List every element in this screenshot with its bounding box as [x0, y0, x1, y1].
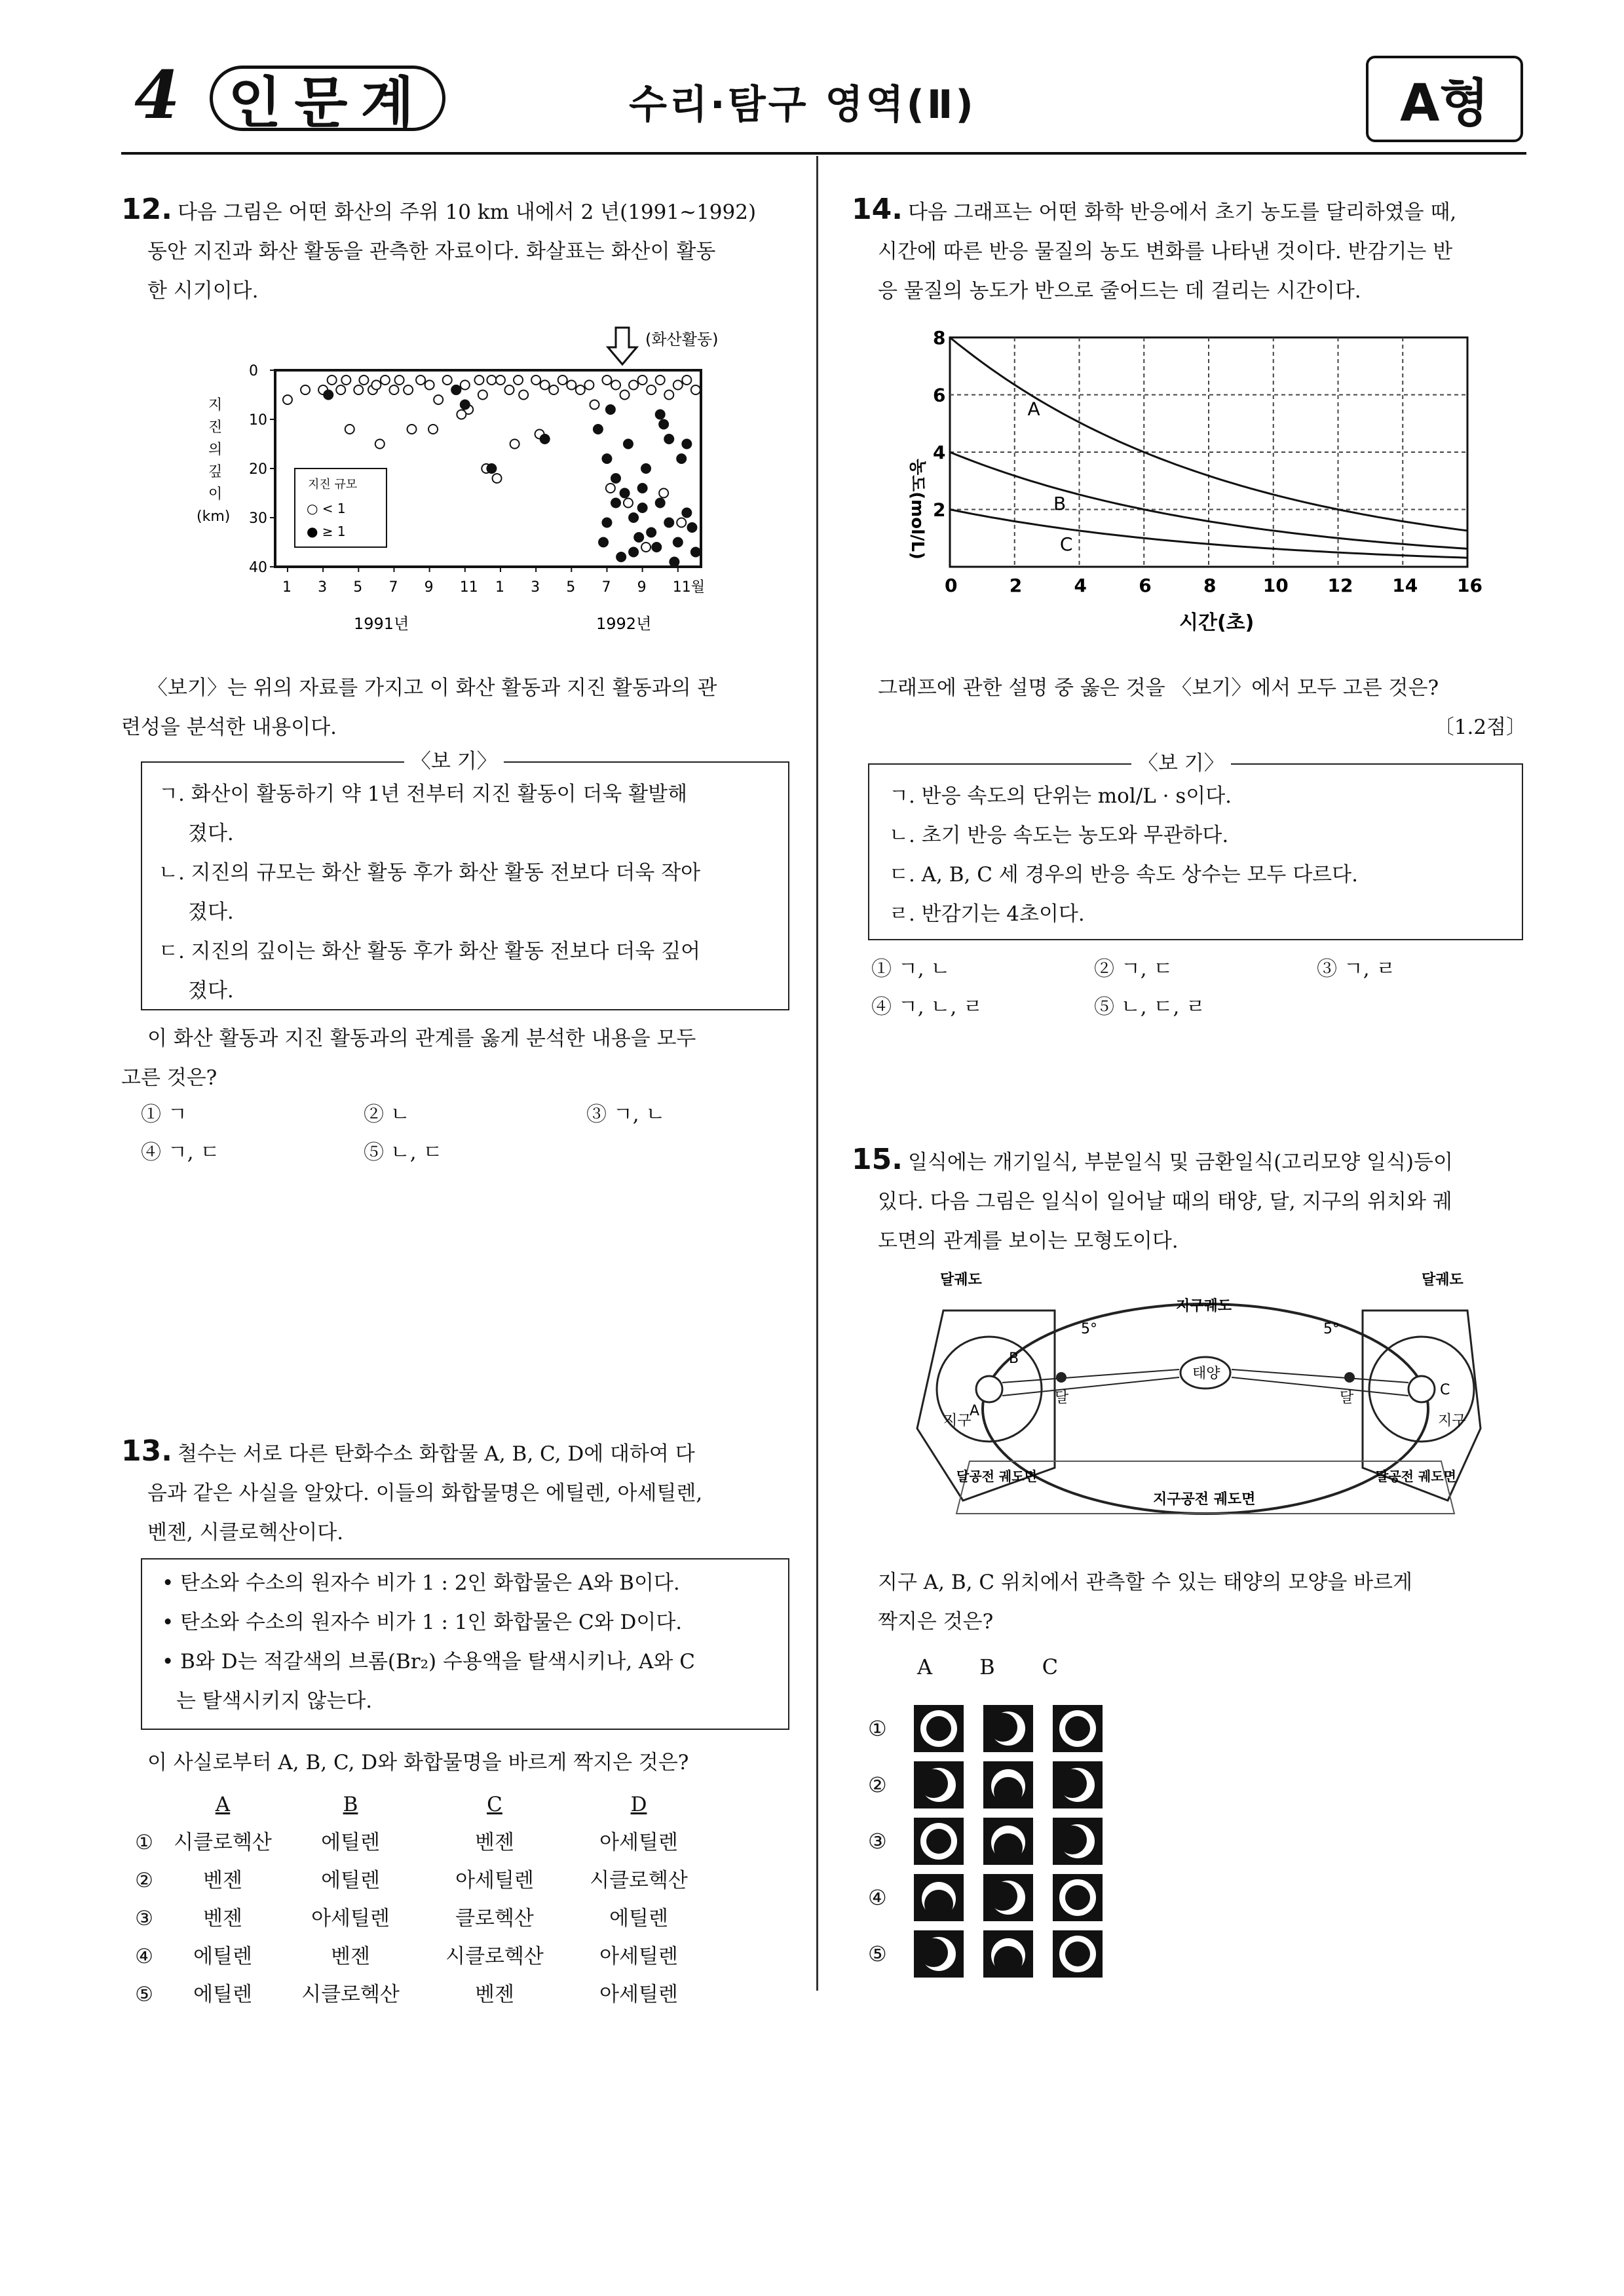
q14-ylabel: 농도(mol/L) [907, 459, 927, 560]
column-divider [816, 156, 818, 1991]
q13-table-header [121, 1786, 711, 1824]
earth-left-label: 지구 [943, 1413, 972, 1429]
q15-question-line: 짝지은 것은? [878, 1610, 994, 1634]
q13-fact-line: • B와 D는 적갈색의 브롬(Br₂) 수용액을 탈색시키나, A와 C [162, 1650, 695, 1674]
point-a-label: A [970, 1403, 980, 1419]
q12-point-small [283, 395, 292, 404]
q12-question-line: 이 화산 활동과 지진 활동과의 관계를 옳게 분석한 내용을 모두 [147, 1027, 696, 1050]
q12-point-large [540, 434, 550, 444]
q12-point-large [629, 548, 638, 557]
q12-point-small [624, 499, 633, 508]
q12-point-small [602, 375, 611, 385]
q15-option-3[interactable] [868, 1813, 1103, 1869]
q12-point-large [659, 420, 668, 429]
q14-bogi-title: 〈보 기〉 [1131, 750, 1231, 776]
q14-intro-line: 다음 그래프는 어떤 화학 반응에서 초기 농도를 달리하였을 때, [907, 201, 1457, 224]
q14-options [871, 950, 1526, 1026]
q13-fact-line: 는 탈색시키지 않는다. [176, 1689, 373, 1713]
q12-ylabel-char: 진 [208, 419, 223, 436]
moon-right-icon [1344, 1372, 1355, 1383]
q14-option-3[interactable]: ③ ㄱ, ㄹ [1317, 957, 1396, 981]
q14-intro [852, 190, 1526, 311]
q12-point-small [359, 375, 368, 385]
q12-ytick-label: 40 [249, 560, 267, 576]
q12-point-small [457, 410, 466, 419]
q12-bogi-title: 〈보 기〉 [404, 748, 504, 775]
header-divider [121, 152, 1526, 155]
q13-fact-line: • 탄소와 수소의 원자수 비가 1 : 2인 화합물은 A와 B이다. [162, 1571, 680, 1595]
option-number: ① [135, 1831, 153, 1854]
q12-point-small [691, 385, 700, 394]
option-number: ④ [135, 1945, 153, 1968]
q12-point-small [584, 381, 594, 390]
option-number: ④ [868, 1885, 887, 1910]
option-number: ⑤ [868, 1942, 887, 1966]
option-number: ⑤ [135, 1983, 153, 2006]
q14-number: 14. [852, 193, 903, 226]
q12-point-large [634, 533, 643, 542]
q12-xtick-label: 1 [282, 579, 292, 596]
q14-xlabel: 시간(초) [1179, 611, 1255, 634]
sun-ring-icon [1053, 1705, 1103, 1752]
q12-point-small [659, 489, 668, 498]
q12-point-small [611, 381, 620, 390]
table-cell: 아세틸렌 [599, 1831, 678, 1854]
q15-intro [852, 1140, 1526, 1261]
q12-point-large [629, 513, 638, 522]
q12-year-1992: 1992년 [596, 615, 652, 633]
q13-intro [121, 1432, 796, 1552]
q12-intro [121, 190, 796, 311]
q13-intro-line: 음과 같은 사실을 알았다. 이들의 화합물명은 에틸렌, 아세틸렌, [147, 1482, 703, 1505]
table-cell: 아세틸렌 [455, 1869, 534, 1892]
q12-point-small [478, 391, 487, 400]
q12-option-2[interactable]: ② ㄴ [364, 1103, 410, 1126]
earth-orbit-label: 지구궤도 [1176, 1298, 1232, 1314]
q15-option-5[interactable] [868, 1926, 1103, 1982]
q15-col-b: B [979, 1655, 995, 1679]
q12-point-small [381, 375, 390, 385]
q12-point-small [647, 385, 656, 394]
point-c-label: C [1440, 1382, 1450, 1398]
q12-legend-small: ○ < 1 [307, 501, 346, 516]
q12-ytick-label: 20 [249, 461, 267, 478]
table-cell: 에틸렌 [193, 1945, 252, 1968]
page-title: 수리·탐구 영역(Ⅱ) [629, 82, 976, 128]
q15-question-line: 지구 A, B, C 위치에서 관측할 수 있는 태양의 모양을 바르게 [878, 1571, 1412, 1594]
q12-ylabel-char: 이 [208, 486, 223, 503]
q12-xtick-label: 7 [601, 579, 611, 596]
q14-option-2[interactable]: ② ㄱ, ㄷ [1094, 957, 1173, 981]
sun-crescent-icon [914, 1874, 964, 1921]
q14-bogi-line: ㄱ. 반응 속도의 단위는 mol/L · s이다. [889, 784, 1232, 808]
table-cell: 에틸렌 [321, 1831, 380, 1854]
page-number: 4 [134, 56, 180, 134]
q12-earthquake-chart [197, 321, 786, 642]
q14-ytick-label: 6 [933, 384, 946, 406]
q12-point-large [687, 523, 696, 532]
q15-number: 15. [852, 1143, 903, 1176]
q12-point-small [345, 425, 354, 434]
q15-intro-line: 있다. 다음 그림은 일식이 일어날 때의 태양, 달, 지구의 위치와 궤 [878, 1190, 1452, 1214]
q12-point-large [487, 464, 496, 473]
q14-xtick-label: 10 [1262, 575, 1289, 596]
q12-point-small [606, 484, 615, 493]
table-cell: 에틸렌 [321, 1869, 380, 1892]
sun-crescent-icon [983, 1761, 1033, 1808]
point-b-label: B [1009, 1350, 1019, 1367]
q12-analysis [121, 668, 796, 747]
q12-point-large [594, 425, 603, 434]
q14-option-1[interactable]: ① ㄱ, ㄴ [871, 957, 951, 981]
q14-curve-label-b: B [1053, 493, 1067, 515]
q13-option-row-3[interactable] [121, 1900, 711, 1938]
q12-point-small [493, 474, 502, 483]
table-cell: 벤젠 [203, 1869, 242, 1892]
q14-question-block [852, 668, 1526, 747]
q12-xtick-label: 11 [459, 579, 478, 596]
q12-xtick-label: 9 [424, 579, 434, 596]
q13-number: 13. [121, 1434, 172, 1468]
q14-ytick-label: 4 [933, 442, 946, 463]
q12-point-large [599, 538, 608, 547]
q12-ylabel-char: 지 [208, 397, 223, 413]
q13-option-row-1[interactable] [121, 1824, 711, 1862]
table-cell: 에틸렌 [609, 1907, 668, 1930]
q14-xtick-label: 16 [1457, 575, 1482, 596]
q13-intro-line: 철수는 서로 다른 탄화수소 화합물 A, B, C, D에 대하여 다 [177, 1442, 695, 1466]
sun-ring-icon [914, 1705, 964, 1752]
q12-xtick-label: 3 [318, 579, 328, 596]
q15-eclipse-diagram [904, 1265, 1494, 1540]
q12-point-large [664, 434, 673, 444]
q12-point-small [416, 375, 425, 385]
q12-xtick-label: 5 [566, 579, 576, 596]
option-number: ③ [868, 1829, 887, 1854]
q12-point-small [641, 543, 651, 552]
earth-right-icon [1408, 1376, 1435, 1402]
q12-bogi-box [141, 750, 789, 1010]
sun-crescent-icon [983, 1930, 1033, 1978]
q13-option-row-4[interactable] [121, 1938, 711, 1976]
q12-question [121, 1019, 796, 1098]
q14-xtick-label: 4 [1074, 575, 1087, 596]
q14-intro-line: 시간에 따른 반응 물질의 농도 변화를 나타낸 것이다. 반감기는 반 [878, 240, 1453, 263]
q12-point-large [673, 538, 683, 547]
q12-option-3[interactable]: ③ ㄱ, ㄴ [586, 1103, 666, 1126]
table-cell: 아세틸렌 [599, 1945, 678, 1968]
sun-crescent-icon [983, 1818, 1033, 1865]
table-cell: 클로헥산 [455, 1907, 534, 1930]
q14-xtick-label: 2 [1009, 575, 1023, 596]
q14-xtick-label: 14 [1392, 575, 1418, 596]
q13-fact-line: • 탄소와 수소의 원자수 비가 1 : 1인 화합물은 C와 D이다. [162, 1611, 683, 1634]
table-cell: 벤젠 [331, 1945, 370, 1968]
table-cell: 아세틸렌 [311, 1907, 390, 1930]
q14-xtick-label: 8 [1203, 575, 1217, 596]
q12-point-small [496, 375, 505, 385]
q12-point-small [656, 375, 665, 385]
q15-intro-line: 일식에는 개기일식, 부분일식 및 금환일식(고리모양 일식)등이 [907, 1151, 1453, 1174]
q12-point-large [656, 410, 665, 419]
q12-bogi-line: ㄱ. 화산이 활동하기 약 1년 전부터 지진 활동이 더욱 활발해 [159, 782, 688, 806]
q12-point-small [328, 375, 337, 385]
q12-point-small [514, 375, 523, 385]
q12-point-small [638, 375, 647, 385]
q12-point-small [407, 425, 417, 434]
q12-xtick-label: 1 [495, 579, 504, 596]
q12-point-large [624, 440, 633, 449]
q12-point-small [558, 375, 567, 385]
moon-orbit-right-label: 달궤도 [1422, 1272, 1463, 1288]
q12-option-5[interactable]: ⑤ ㄴ, ㄷ [364, 1141, 443, 1164]
q12-point-small [567, 381, 576, 390]
earth-plane-label: 지구공전 궤도면 [1153, 1491, 1256, 1508]
sun-partial-icon [983, 1705, 1033, 1752]
q14-concentration-chart [891, 321, 1494, 649]
q12-point-large [638, 484, 647, 493]
q12-xtick-label: 11월 [672, 579, 706, 596]
q12-point-large [611, 499, 620, 508]
q14-xtick-label: 0 [945, 575, 958, 596]
q12-ytick-label: 30 [249, 510, 267, 527]
q12-xtick-label: 7 [388, 579, 398, 596]
table-cell: 아세틸렌 [599, 1983, 678, 2006]
q12-point-large [691, 548, 700, 557]
option-number: ② [868, 1772, 887, 1797]
q12-point-small [677, 518, 686, 527]
q12-point-small [576, 385, 585, 394]
q12-point-small [620, 391, 630, 400]
q14-ytick-label: 2 [933, 499, 946, 521]
moon-orbit-left-label: 달궤도 [940, 1272, 982, 1288]
q12-point-small [389, 385, 398, 394]
q13-header-d: D [630, 1793, 647, 1816]
q12-xtick-label: 5 [353, 579, 363, 596]
q12-point-small [664, 391, 673, 400]
q12-point-small [354, 385, 363, 394]
volcano-arrow-icon [608, 328, 637, 364]
q12-number: 12. [121, 193, 172, 226]
q14-intro-line: 응 물질의 농도가 반으로 줄어드는 데 걸리는 시간이다. [878, 279, 1361, 303]
table-cell: 시클로헥산 [301, 1983, 400, 2006]
q12-point-large [602, 518, 611, 527]
q12-analysis-line: 련성을 분석한 내용이다. [121, 716, 337, 739]
q15-option-4[interactable] [868, 1869, 1103, 1926]
q12-ylabel-char: (km) [197, 508, 231, 525]
q14-bogi-line: ㄹ. 반감기는 4초이다. [889, 902, 1085, 926]
q12-year-1991: 1991년 [354, 615, 409, 633]
q12-point-small [375, 440, 385, 449]
q12-point-large [641, 464, 651, 473]
sun-partial-icon [1053, 1761, 1103, 1808]
q12-point-large [451, 385, 461, 394]
q12-point-large [638, 503, 647, 512]
table-cell: 시클로헥산 [174, 1831, 272, 1854]
q12-bogi-line: 졌다. [188, 979, 234, 1003]
moon-right-label: 달 [1340, 1390, 1354, 1406]
q12-point-large [616, 552, 626, 562]
moon-left-icon [1056, 1372, 1067, 1383]
q13-intro-line: 벤젠, 시클로헥산이다. [147, 1521, 344, 1544]
q15-option-1[interactable] [868, 1700, 1103, 1757]
q12-ylabel-char: 의 [208, 442, 223, 458]
q12-point-small [404, 385, 413, 394]
q12-intro-line: 한 시기이다. [147, 279, 259, 303]
moon-plane-left-label: 달공전 궤도면 [956, 1468, 1037, 1484]
moon-plane-right-label: 달공전 궤도면 [1376, 1468, 1456, 1484]
q15-column-headers [917, 1655, 1058, 1679]
q12-point-large [682, 508, 691, 518]
angle-left-label: 5° [1081, 1321, 1097, 1337]
q12-point-small [395, 375, 404, 385]
q12-point-large [461, 400, 470, 410]
q15-intro-line: 도면의 관계를 보이는 모형도이다. [878, 1229, 1179, 1253]
sun-ring-icon [1053, 1874, 1103, 1921]
q14-xtick-label: 12 [1327, 575, 1353, 596]
q12-point-large [682, 440, 691, 449]
q12-point-small [510, 440, 519, 449]
q15-col-a: A [917, 1655, 933, 1679]
option-number: ① [868, 1716, 887, 1741]
exam-type-badge: A형 [1366, 56, 1523, 142]
q14-ytick-label: 8 [933, 327, 946, 349]
q14-option-5[interactable]: ⑤ ㄴ, ㄷ, ㄹ [1094, 995, 1206, 1019]
q14-option-4[interactable]: ④ ㄱ, ㄴ, ㄹ [871, 995, 983, 1019]
q14-points: 〔1.2점〕 [1433, 716, 1526, 739]
q12-options [141, 1096, 730, 1172]
q12-point-small [487, 375, 496, 385]
sun-partial-icon [914, 1761, 964, 1808]
q12-legend-title: 지진 규모 [308, 478, 358, 491]
q13-facts-box [141, 1558, 789, 1730]
moon-left-label: 달 [1055, 1390, 1069, 1406]
q12-legend-large: ● ≥ 1 [307, 524, 346, 539]
q12-xtick-label: 9 [637, 579, 647, 596]
q12-point-small [434, 395, 443, 404]
q12-point-small [590, 400, 599, 410]
q14-curve-label-a: A [1027, 398, 1040, 420]
q12-point-small [519, 391, 528, 400]
q12-point-large [620, 489, 630, 498]
table-cell: 시클로헥산 [590, 1869, 688, 1892]
q12-point-small [673, 381, 683, 390]
table-cell: 시클로헥산 [445, 1945, 544, 1968]
q12-point-small [629, 381, 638, 390]
q12-point-large [324, 391, 333, 400]
q13-question: 이 사실로부터 A, B, C, D와 화합물명을 바르게 짝지은 것은? [147, 1751, 689, 1774]
q15-option-2[interactable] [868, 1757, 1103, 1813]
q14-bogi-line: ㄴ. 초기 반응 속도는 농도와 무관하다. [889, 824, 1229, 847]
q12-bogi-line: ㄷ. 지진의 깊이는 화산 활동 후가 화산 활동 전보다 더욱 깊어 [159, 940, 701, 963]
q12-bogi-line: ㄴ. 지진의 규모는 화산 활동 후가 화산 활동 전보다 더욱 작아 [159, 861, 701, 885]
q12-point-small [443, 375, 452, 385]
q12-point-large [647, 528, 656, 537]
q12-point-large [664, 518, 673, 527]
q14-curve-label-c: C [1059, 533, 1073, 555]
earth-left-icon [976, 1376, 1002, 1402]
q13-answer-table [121, 1786, 711, 2014]
sun-partial-icon [1053, 1818, 1103, 1865]
q13-header-c: C [487, 1793, 502, 1816]
earth-right-label: 지구 [1438, 1413, 1466, 1429]
q12-option-1[interactable]: ① ㄱ [141, 1103, 187, 1126]
q13-header-a: A [215, 1793, 231, 1816]
q12-point-large [670, 558, 679, 567]
q12-intro-line: 다음 그림은 어떤 화산의 주위 10 km 내에서 2 년(1991~1992) [177, 201, 757, 224]
q13-option-row-2[interactable] [121, 1862, 711, 1900]
earth-orbit-ellipse [983, 1304, 1428, 1514]
q12-arrow-label: (화산활동) [645, 330, 719, 349]
q12-point-small [428, 425, 438, 434]
q13-header-cell [121, 1786, 167, 1824]
q12-point-small [474, 375, 483, 385]
sun-ring-icon [1053, 1930, 1103, 1978]
q12-ylabel-char: 깊 [208, 464, 223, 480]
q14-question: 그래프에 관한 설명 중 옳은 것을 〈보기〉에서 모두 고른 것은? [878, 676, 1439, 700]
q12-point-small [341, 375, 350, 385]
q12-bogi-line: 졌다. [188, 900, 234, 924]
q13-option-row-5[interactable] [121, 1976, 711, 2014]
table-cell: 벤젠 [475, 1983, 514, 2006]
q14-xtick-label: 6 [1139, 575, 1152, 596]
q12-point-large [652, 543, 661, 552]
sun-partial-icon [983, 1874, 1033, 1921]
q12-point-small [425, 381, 434, 390]
table-cell: 벤젠 [475, 1831, 514, 1854]
q12-point-small [682, 375, 691, 385]
q12-point-small [461, 381, 470, 390]
sun-label: 태양 [1192, 1366, 1220, 1382]
q12-analysis-line: 〈보기〉는 위의 자료를 가지고 이 화산 활동과 지진 활동과의 관 [147, 676, 717, 700]
option-number: ③ [135, 1907, 153, 1930]
q12-point-small [540, 381, 550, 390]
q15-col-c: C [1042, 1655, 1059, 1679]
q12-point-large [656, 499, 665, 508]
q12-point-large [602, 454, 611, 463]
q12-point-small [301, 385, 310, 394]
q12-point-small [531, 375, 540, 385]
q12-point-small [505, 385, 514, 394]
q12-option-4[interactable]: ④ ㄱ, ㄷ [141, 1141, 220, 1164]
option-number: ② [135, 1869, 153, 1892]
q12-bogi-line: 졌다. [188, 822, 234, 845]
q14-bogi-box [868, 752, 1523, 940]
q14-bogi-line: ㄷ. A, B, C 세 경우의 반응 속도 상수는 모두 다르다. [889, 863, 1358, 887]
q12-point-small [336, 385, 345, 394]
q12-point-small [371, 381, 381, 390]
q12-point-large [611, 474, 620, 483]
q15-question [852, 1563, 1526, 1641]
table-cell: 벤젠 [203, 1907, 242, 1930]
q12-xtick-label: 3 [531, 579, 540, 596]
q12-ytick-label: 10 [249, 412, 267, 429]
q12-point-large [677, 454, 686, 463]
q12-ytick-label: 0 [249, 363, 258, 379]
angle-right-label: 5° [1323, 1321, 1340, 1337]
q12-point-large [606, 405, 615, 414]
table-cell: 에틸렌 [193, 1983, 252, 2006]
q12-intro-line: 동안 지진과 화산 활동을 관측한 자료이다. 화살표는 화산이 활동 [147, 240, 716, 263]
q15-options [868, 1700, 1103, 1982]
q12-question-line: 고른 것은? [121, 1066, 217, 1090]
sun-partial-icon [914, 1930, 964, 1978]
sun-ring-icon [914, 1818, 964, 1865]
section-label: 인문계 [210, 66, 445, 131]
q12-point-small [549, 385, 558, 394]
q13-header-b: B [343, 1793, 358, 1816]
